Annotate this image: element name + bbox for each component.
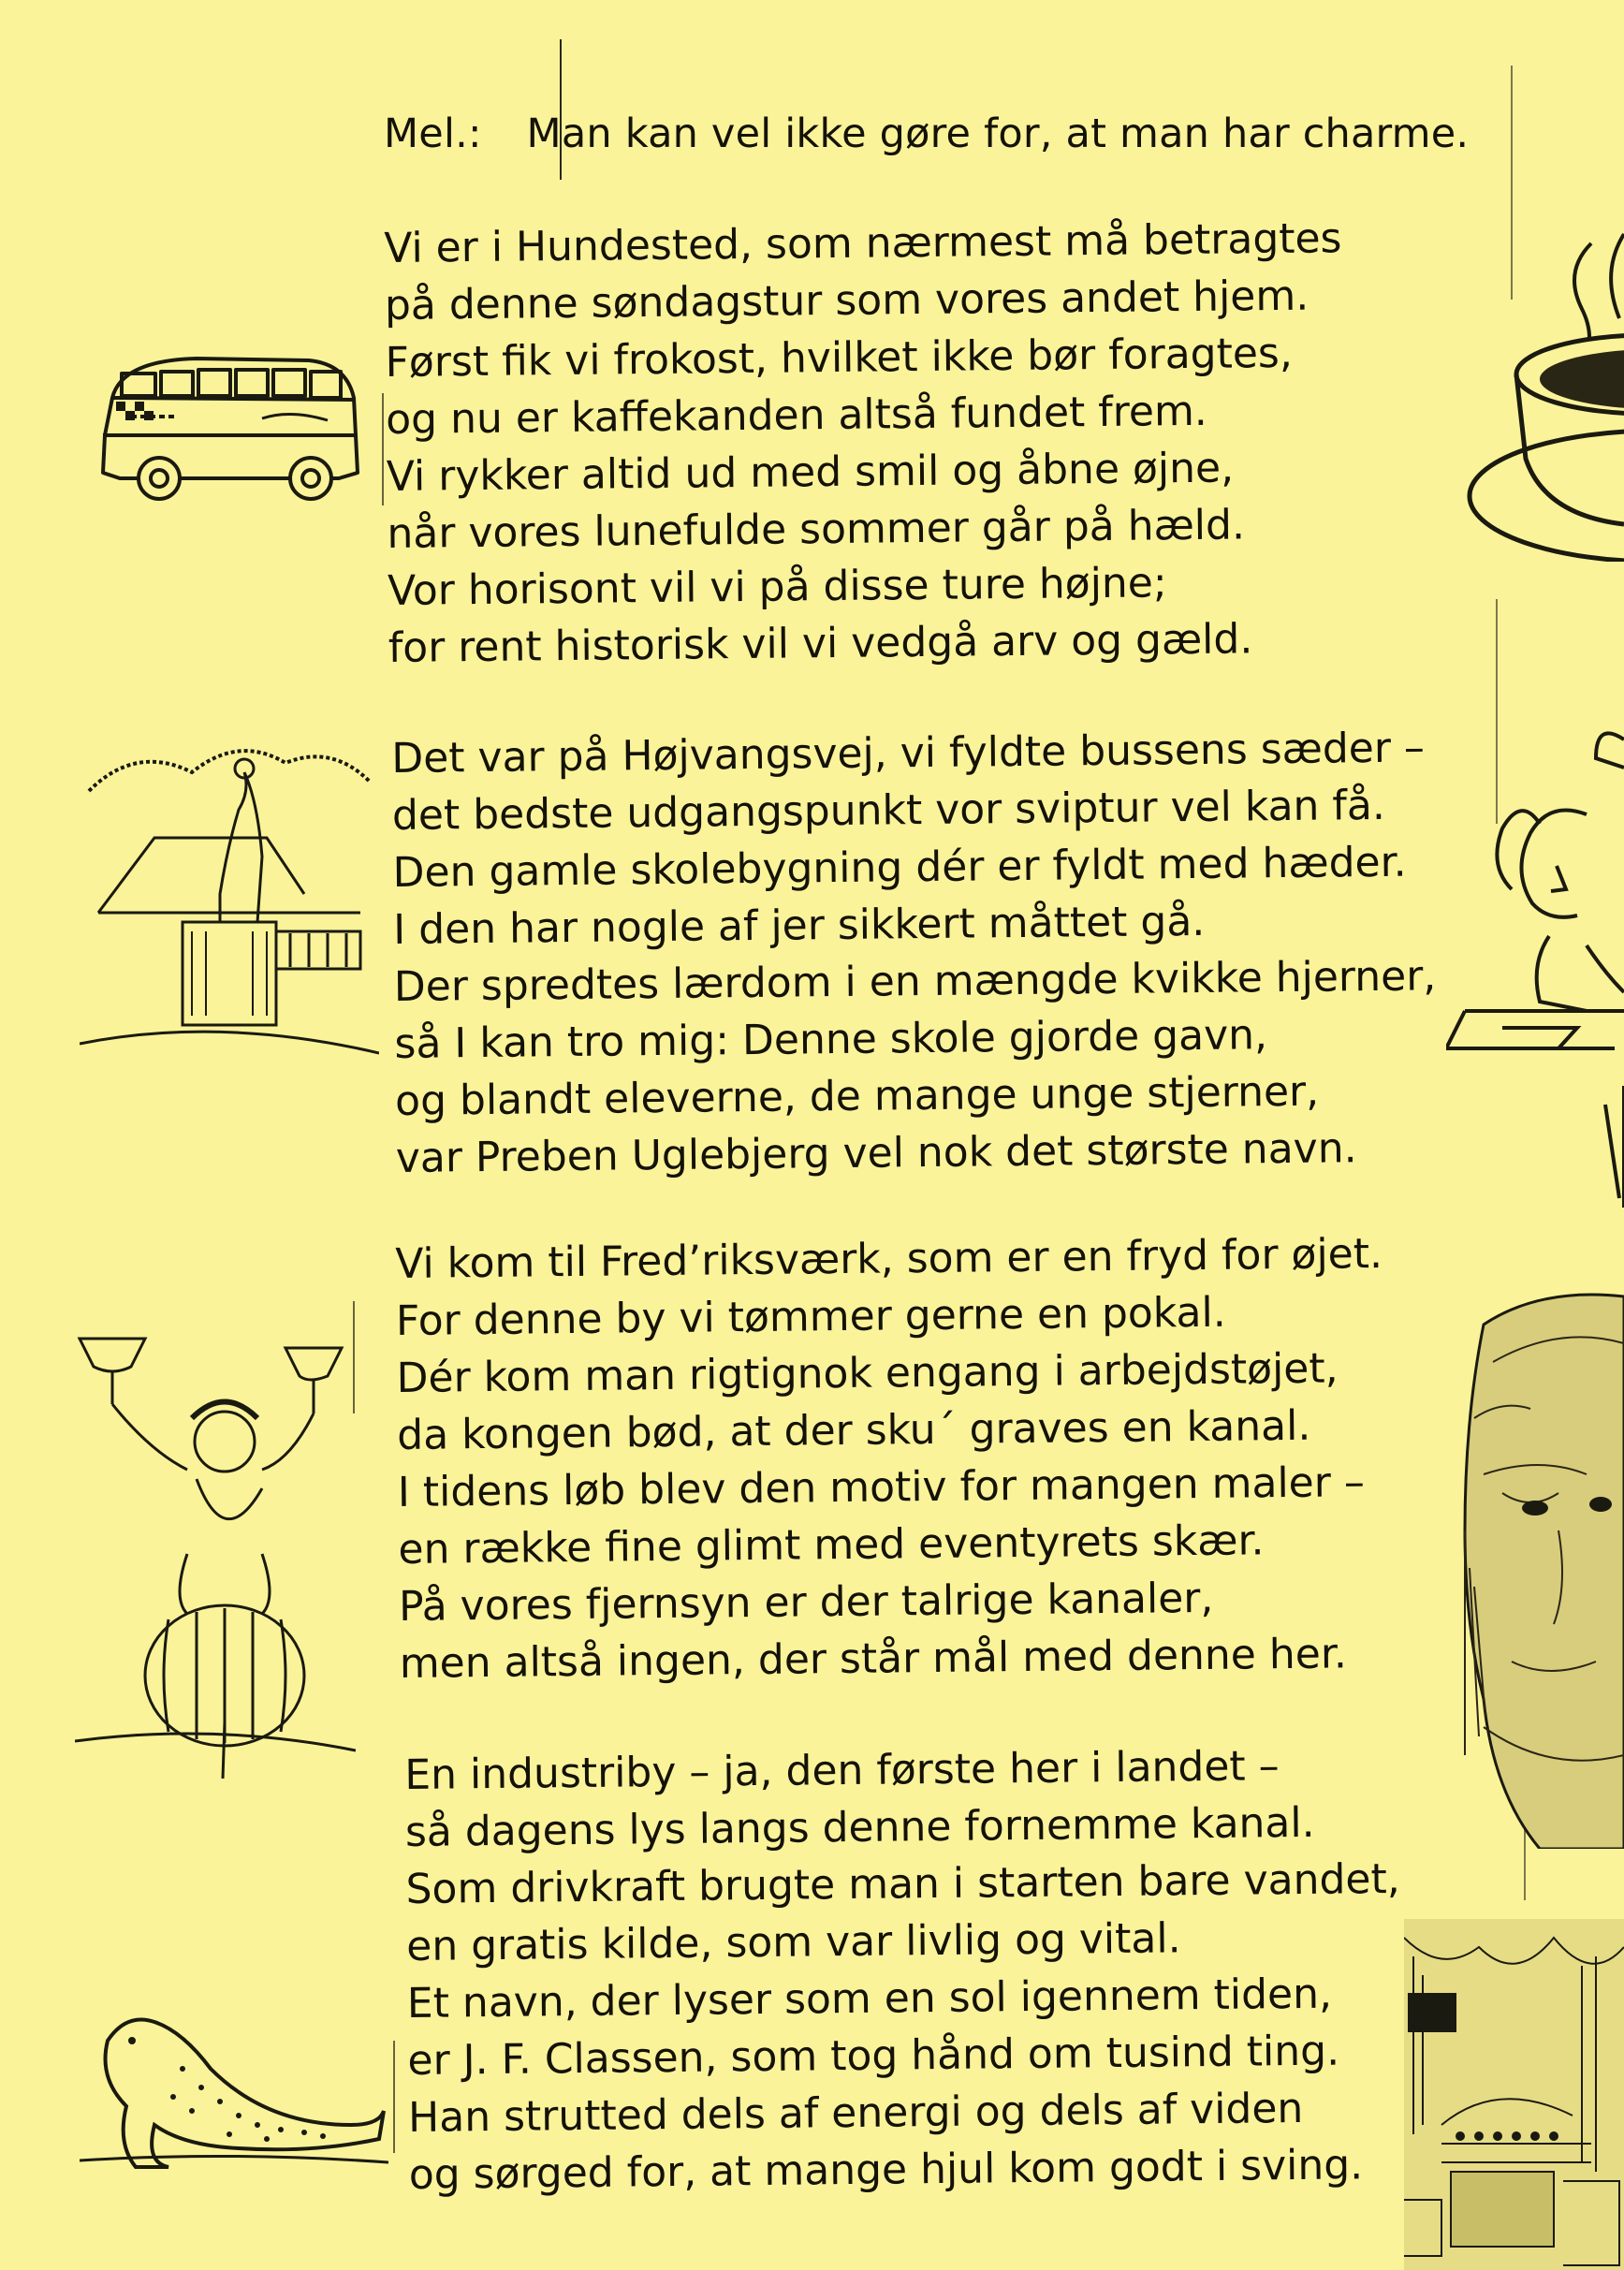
melody-title: Man kan vel ikke gøre for, at man har charme.: [526, 110, 1470, 157]
verse-line: Den gamle skolebygning dér er fyldt med hæder.: [392, 838, 1407, 897]
verse-line: Vor horisont vil vi på disse ture højne;: [387, 559, 1167, 615]
verse-line: er J. F. Classen, som tog hånd om tusind ting.: [407, 2027, 1340, 2085]
verse-line: da kongen bød, at der sku´ graves en kanal.: [396, 1401, 1311, 1459]
verse-line: en gratis kilde, som var livlig og vital.: [405, 1914, 1181, 1970]
verse-line: I tidens løb blev den motiv for mangen maler –: [397, 1458, 1366, 1516]
verse-line: For denne by vi tømmer gerne en pokal.: [395, 1288, 1226, 1345]
verse-line: og nu er kaffekanden altså fundet frem.: [385, 387, 1208, 444]
verse-line: så dagens lys langs denne fornemme kanal.: [404, 1798, 1315, 1856]
verse-line: var Preben Uglebjerg vel nok det største navn.: [395, 1124, 1357, 1182]
verse-line: Vi rykker altid ud med smil og åbne øjne,: [386, 444, 1235, 501]
verse-line: Det var på Højvangsvej, vi fyldte bussens sæder –: [391, 724, 1426, 783]
seal-icon: [80, 1984, 388, 2172]
verse-line: og sørged for, at mange hjul kom godt i sving.: [408, 2141, 1364, 2199]
verse-line: en række fine glimt med eventyrets skær.: [398, 1516, 1265, 1574]
verse-line: Dér kom man rigtignok engang i arbejdstøjet,: [396, 1344, 1339, 1402]
verse-line: når vores lunefulde sommer går på hæld.: [387, 501, 1246, 558]
verse-line: Som drivkraft brugte man i starten bare vandet,: [405, 1854, 1400, 1913]
cartoon-thinker-icon: [1446, 711, 1624, 1208]
fold-line-left-3: [393, 2041, 395, 2153]
verse-line: I den har nogle af jer sikkert måttet gå.: [392, 897, 1206, 954]
verse-line: Et navn, der lyser som en sol igennem tiden,: [406, 1970, 1333, 2028]
verse-line: på denne søndagstur som vores andet hjem.: [384, 271, 1309, 330]
melody-label: Mel.:: [384, 110, 482, 157]
bacchus-barrel-icon: [75, 1311, 356, 1779]
verse-line: På vores fjernsyn er der talrige kanaler,: [398, 1574, 1214, 1631]
verse-line: men altså ingen, der står mål med denne her.: [399, 1630, 1348, 1688]
verse-1: [384, 210, 1346, 677]
portrait-engraving-icon: [1427, 1287, 1624, 1849]
verse-line: Vi kom til Fred’riksværk, som er en fryd for øjet.: [395, 1229, 1383, 1288]
coffee-cup-icon: [1460, 215, 1624, 562]
school-statue-icon: [80, 735, 379, 1072]
fold-line-left-1: [382, 393, 384, 505]
bus-icon: [94, 342, 374, 520]
fold-line-top: [560, 39, 562, 180]
verse-2: [391, 719, 1438, 1187]
verse-line: Først fik vi frokost, hvilket ikke bør foragtes,: [385, 329, 1294, 387]
verse-3: [395, 1225, 1387, 1692]
verse-4: [404, 1736, 1403, 2204]
verse-line: Der spredtes lærdom i en mængde kvikke hjerner,: [393, 952, 1437, 1011]
verse-line: for rent historisk vil vi vedgå arv og gæld.: [388, 615, 1253, 672]
verse-line: Vi er i Hundested, som nærmest må betragtes: [384, 214, 1342, 272]
verse-line: så I kan tro mig: Denne skole gjorde gavn,: [394, 1011, 1268, 1068]
factory-engraving-icon: [1404, 1919, 1624, 2270]
melody-line: [384, 110, 1469, 157]
verse-line: og blandt eleverne, de mange unge stjerner,: [394, 1067, 1320, 1125]
verse-line: det bedste udgangspunkt vor sviptur vel kan få.: [391, 781, 1386, 840]
verse-line: En industriby – ja, den første her i landet –: [404, 1742, 1280, 1799]
verse-line: Han strutted dels af energi og dels af viden: [407, 2084, 1304, 2142]
